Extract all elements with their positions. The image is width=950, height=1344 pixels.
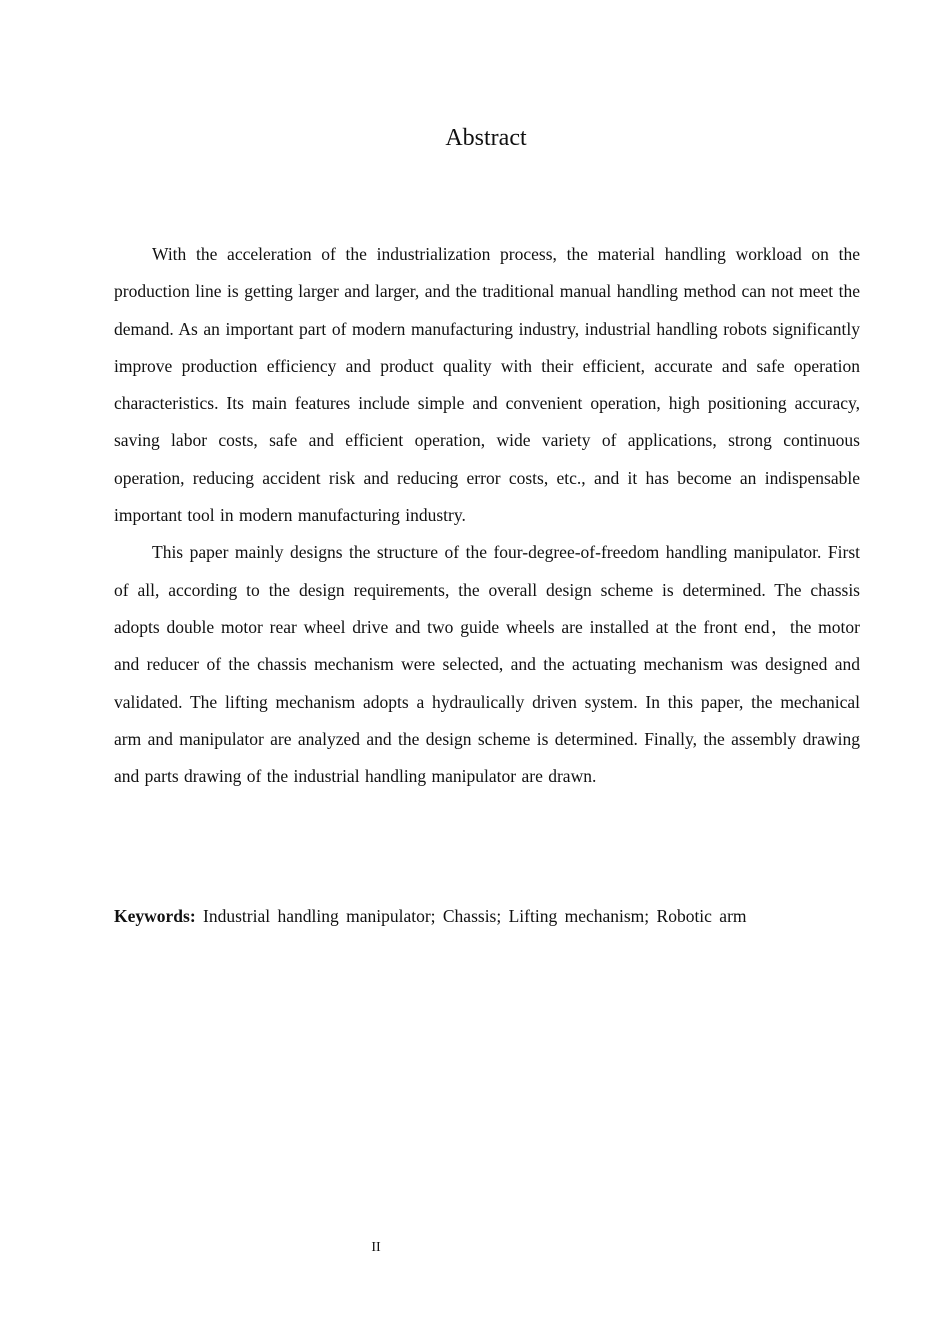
keywords-text: Industrial handling manipulator; Chassis; Lifting mechanism; Robotic arm xyxy=(203,906,747,926)
page-title: Abstract xyxy=(445,125,527,151)
page-number: II xyxy=(371,1240,381,1255)
abstract-paragraph-1: With the acceleration of the industrialization process, the material handling workload on the production line is getting larger and larger, and the traditional manual handling method can not meet the demand. As an important part of modern manufacturing industry, industrial handling robots significantly improve production efficiency and product quality with their efficient, accurate and safe operation characteristics. Its main features include simple and convenient operation, high positioning accuracy, saving labor costs, safe and efficient operation, wide variety of applications, strong continuous operation, reducing accident risk and reducing error costs, etc., and it has become an indispensable important tool in modern manufacturing industry. xyxy=(114,244,860,526)
keywords-label: Keywords: xyxy=(114,906,196,926)
abstract-body xyxy=(114,236,860,795)
abstract-paragraph-2: This paper mainly designs the structure of the four-degree-of-freedom handling manipulator. First of all, according to the design requirements, the overall design scheme is determined. The chassis adopts double motor rear wheel drive and two guide wheels are installed at the front end，the motor and reducer of the chassis mechanism were selected, and the actuating mechanism was designed and validated. The lifting mechanism adopts a hydraulically driven system. In this paper, the mechanical arm and manipulator are analyzed and the design scheme is determined. Finally, the assembly drawing and parts drawing of the industrial handling manipulator are drawn. xyxy=(114,542,860,787)
keywords-line xyxy=(114,900,860,932)
